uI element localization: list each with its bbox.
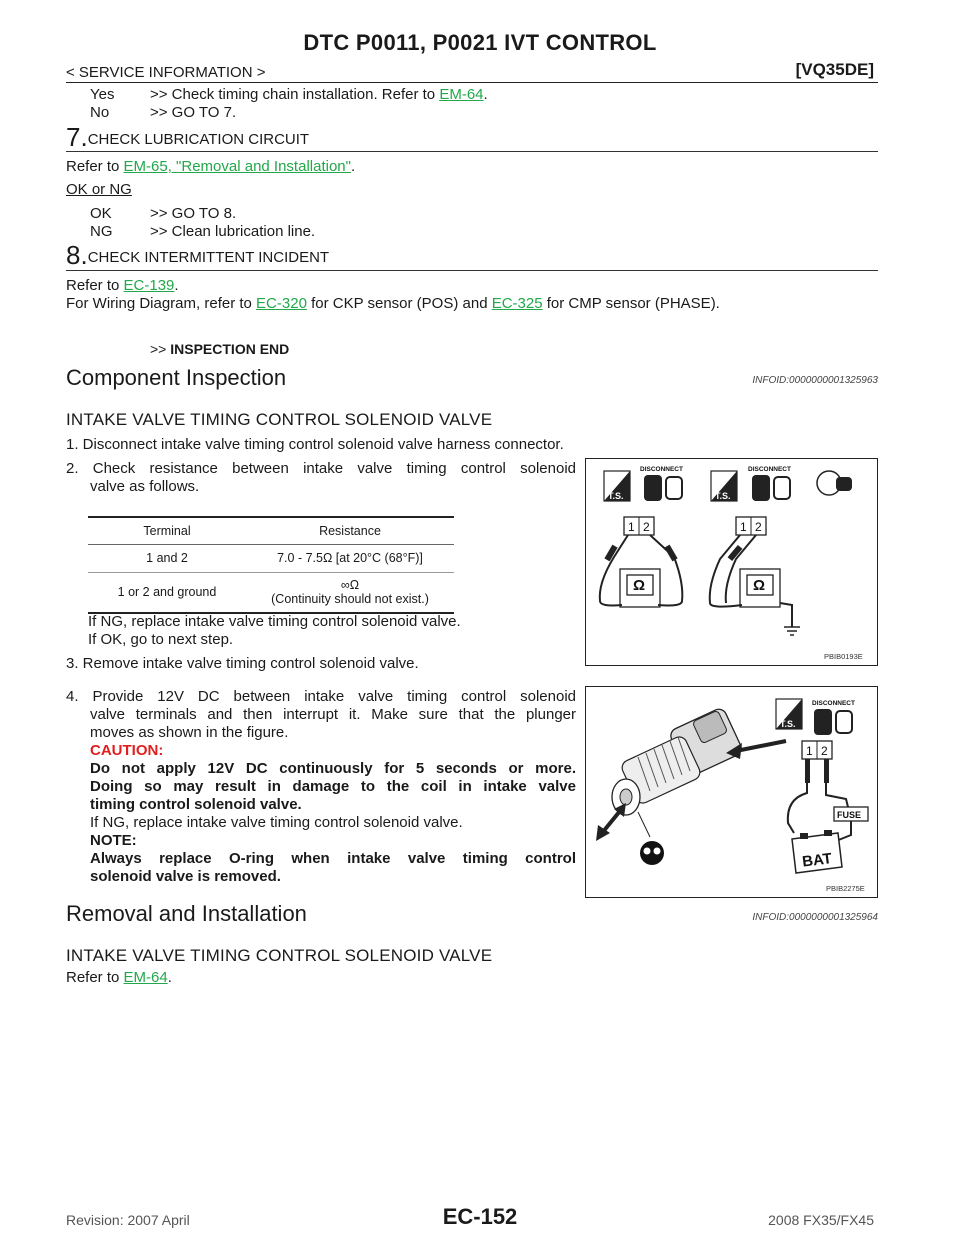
table-header-resistance: Resistance	[319, 523, 381, 538]
ts-icon	[776, 699, 802, 729]
header-divider	[66, 82, 878, 83]
pin-2: 2	[755, 520, 762, 534]
table-header-terminal: Terminal	[143, 523, 191, 538]
component-inspection-title: Component Inspection	[66, 365, 287, 390]
item-3: 3. Remove intake valve timing control solenoid valve.	[66, 655, 419, 672]
resistance-table	[88, 516, 454, 614]
revision-text: Revision: 2007 April	[66, 1212, 190, 1228]
caution-label: CAUTION:	[90, 742, 164, 759]
ng-text: >> Clean lubrication line.	[150, 223, 316, 240]
svg-text:T.S.: T.S.	[608, 491, 624, 501]
item-2: 2. Check resistance between intake valve timing control solenoid valve as follows.	[66, 460, 576, 495]
double-arrow-icon	[596, 803, 626, 841]
plunger-check-diagram	[586, 687, 877, 897]
pin-1: 1	[628, 520, 635, 534]
step8-link-ec325[interactable]: EC-325	[491, 295, 543, 312]
step8-refer: Refer to EC-139.	[66, 277, 179, 294]
step8-divider	[66, 270, 878, 271]
table-row: 1 and 2 7.0 - 7.5Ω [at 20°C (68°F)]	[88, 544, 454, 572]
ok-text: >> GO TO 8.	[150, 205, 237, 222]
yes-line: >> Check timing chain installation. Refer to EM-64.	[150, 86, 488, 103]
step8-title: CHECK INTERMITTENT INCIDENT	[87, 249, 330, 266]
step7-refer: Refer to EM-65, "Removal and Installation".	[66, 158, 356, 175]
item-1: 1. Disconnect intake valve timing control solenoid valve harness connector.	[66, 436, 564, 453]
svg-text:Ω: Ω	[753, 577, 766, 594]
ignition-key-icon	[817, 471, 852, 495]
removal-subtitle: INTAKE VALVE TIMING CONTROL SOLENOID VALVE	[66, 946, 493, 965]
inspection-end: >> INSPECTION END	[150, 341, 290, 357]
ground-icon	[784, 627, 800, 635]
pin-2: 2	[643, 520, 650, 534]
resistance-check-diagram	[586, 459, 877, 665]
component-subtitle: INTAKE VALVE TIMING CONTROL SOLENOID VALVE	[66, 410, 493, 429]
step7-heading	[66, 124, 309, 150]
step7-title: CHECK LUBRICATION CIRCUIT	[87, 131, 310, 148]
callout-eye-icon	[640, 841, 664, 865]
battery-icon	[792, 830, 842, 873]
page-number: EC-152	[442, 1204, 518, 1229]
step8-wiring: For Wiring Diagram, refer to EC-320 for CKP sensor (POS) and EC-325 for CMP sensor (PHASE).	[66, 295, 720, 312]
arrow-icon	[736, 741, 786, 751]
step8-link-ec139[interactable]: EC-139	[123, 277, 175, 294]
removal-refer: Refer to EM-64.	[66, 969, 172, 986]
ok-label: OK	[90, 205, 112, 222]
step8-link-ec320[interactable]: EC-320	[256, 295, 307, 312]
connector-disconnect-icon	[814, 709, 852, 735]
removal-link-em64[interactable]: EM-64	[123, 969, 168, 986]
component-infoid: INFOID:0000000001325963	[752, 375, 878, 386]
step7-number: 7.	[66, 122, 88, 152]
no-text: >> GO TO 7.	[150, 104, 237, 121]
svg-text:Ω: Ω	[633, 577, 646, 594]
step7-divider	[66, 151, 878, 152]
fuse-label: FUSE	[837, 810, 862, 820]
pin-1: 1	[740, 520, 747, 534]
disconnect-label: DISCONNECT	[640, 466, 683, 473]
ok-or-ng: OK or NG	[66, 181, 132, 198]
if-ok-text: If OK, go to next step.	[88, 631, 234, 648]
page-title: DTC P0011, P0021 IVT CONTROL	[303, 30, 657, 55]
model-text: 2008 FX35/FX45	[768, 1212, 874, 1228]
solenoid-valve-illustration	[612, 707, 744, 815]
svg-text:T.S.: T.S.	[780, 719, 796, 729]
figure-resistance-check	[585, 458, 878, 666]
step7-link-em65[interactable]: EM-65, "Removal and Installation"	[123, 158, 351, 175]
battery-label: BAT	[801, 850, 833, 871]
step8-number: 8.	[66, 240, 88, 270]
figure-code: PBIB0193E	[824, 652, 863, 661]
connector-disconnect-icon	[644, 475, 682, 501]
disconnect-label: DISCONNECT	[748, 466, 791, 473]
ts-icon	[711, 471, 737, 501]
connector-disconnect-icon	[752, 475, 790, 501]
svg-text:T.S.: T.S.	[715, 491, 731, 501]
disconnect-label: DISCONNECT	[812, 700, 855, 707]
yes-label: Yes	[90, 86, 115, 103]
pin-1: 1	[806, 744, 813, 758]
removal-installation-title: Removal and Installation	[66, 901, 307, 926]
figure-code: PBIB2275E	[826, 884, 865, 893]
engine-code: [VQ35DE]	[795, 60, 874, 79]
removal-infoid: INFOID:0000000001325964	[752, 912, 878, 923]
pin-2: 2	[821, 744, 828, 758]
table-row: 1 or 2 and ground ∞Ω (Continuity should not exist.)	[117, 578, 429, 607]
ts-icon	[604, 471, 630, 501]
step8-heading	[66, 242, 329, 268]
yes-text: >> Check timing chain installation. Refer to	[150, 86, 436, 103]
figure-plunger-check	[585, 686, 878, 898]
note-label: NOTE:	[90, 832, 137, 849]
no-label: No	[90, 104, 110, 121]
yes-link-em64[interactable]: EM-64	[439, 86, 484, 103]
breadcrumb: < SERVICE INFORMATION >	[66, 64, 266, 81]
item-4: 4. Provide 12V DC between intake valve timing control solenoid valve terminals and then interrupt it. Make sure that the plunger moves as shown in the figure. CAUTION: Do not apply 12V DC continuously for 5 seconds or more. Doing so may result in damage to the coil in intake valve timing control solenoid valve. If NG, replace intake valve timing control solenoid valve. NOTE: Always replace O-ring when intake valve timing control solenoid valve is removed.	[66, 688, 576, 885]
if-ng-text: If NG, replace intake valve timing control solenoid valve.	[88, 613, 461, 630]
table-header-row	[88, 518, 454, 544]
ng-label: NG	[90, 223, 113, 240]
